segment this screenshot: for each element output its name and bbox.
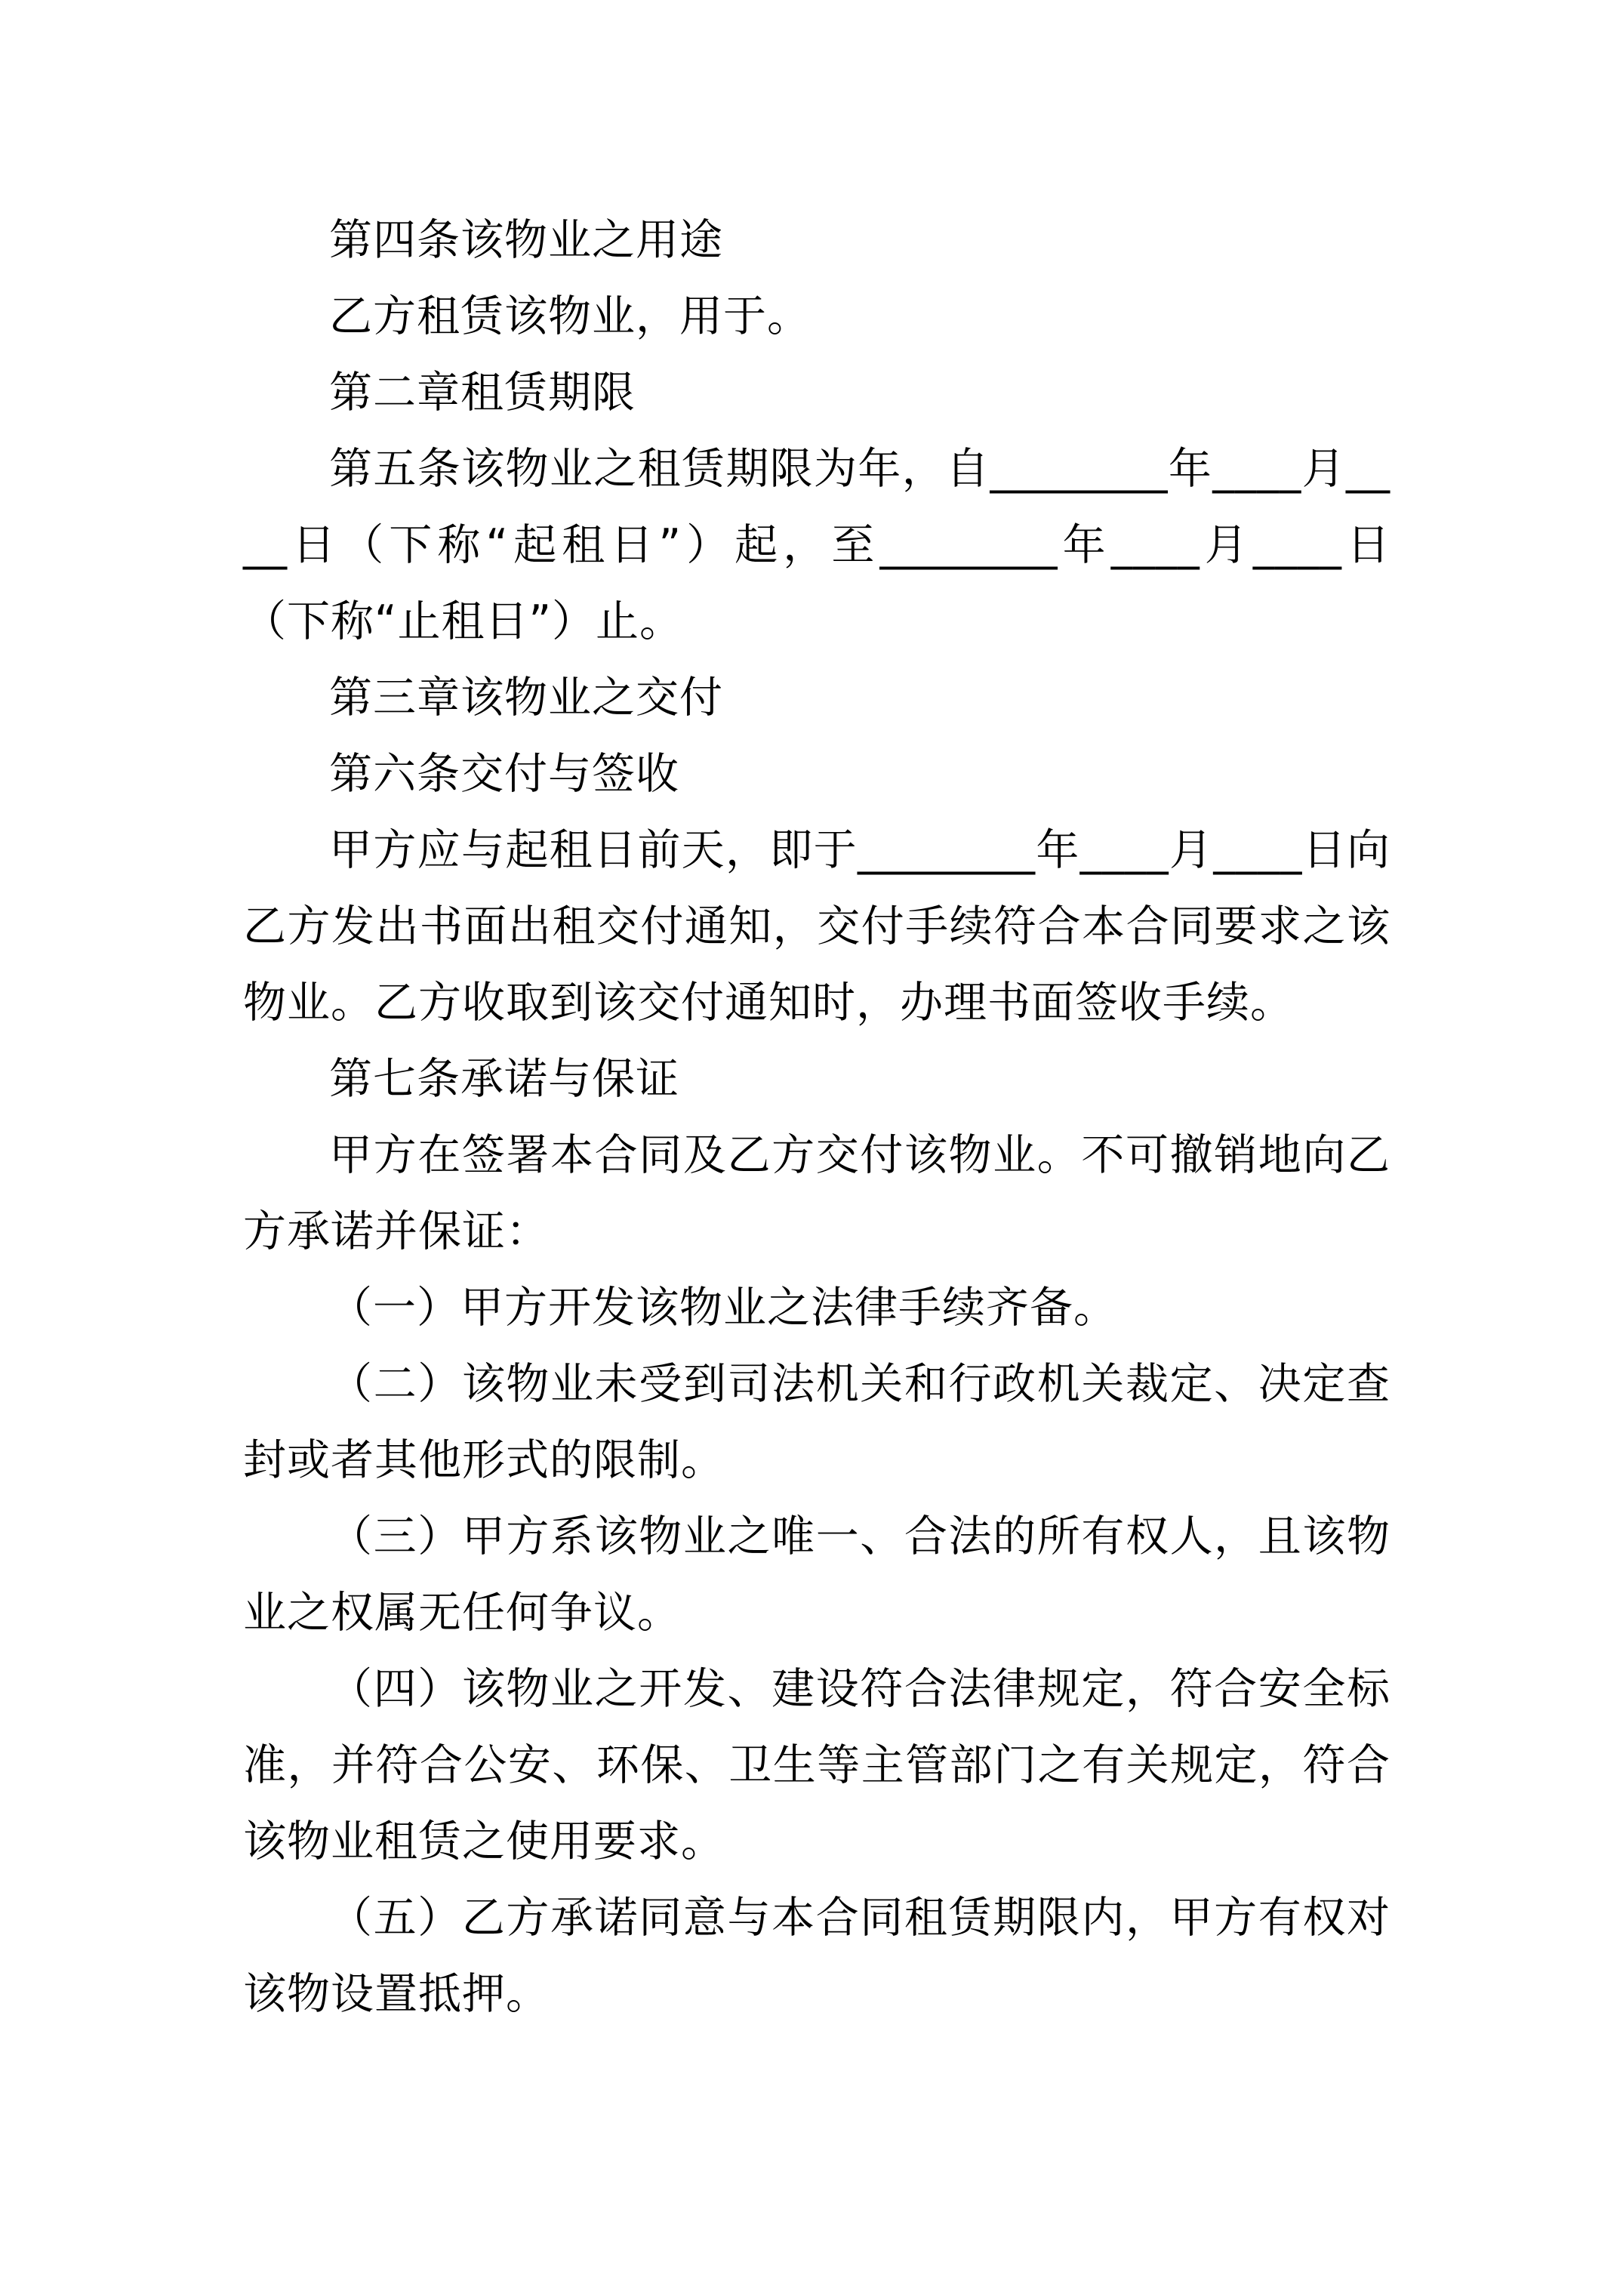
clause-6-heading: 第六条交付与签收 <box>329 749 679 799</box>
warranty-item-1: （一）甲方开发该物业之法律手续齐备。 <box>329 1283 1117 1333</box>
clause-4-body: 乙方租赁该物业，用于。 <box>329 291 811 341</box>
warranty-item-5: （五）乙方承诺同意与本合同租赁期限内，甲方有权对该物设置抵押。 <box>243 1893 1390 2019</box>
clause-4-heading: 第四条该物业之用途 <box>329 215 723 265</box>
chapter-3-heading: 第三章该物业之交付 <box>329 673 723 723</box>
clause-7-heading: 第七条承诺与保证 <box>329 1054 679 1104</box>
clause-5-body: 第五条该物业之租赁期限为年，自________年____月____日（下称“起租日”）起，至________年____月____日（下称“止租日”）止。 <box>243 444 1390 646</box>
clause-6-body: 甲方应与起租日前天，即于________年____月____日向乙方发出书面出租交付通知，交付手续符合本合同要求之该物业。乙方收取到该交付通知时，办理书面签收手续。 <box>243 825 1390 1028</box>
clause-7-intro: 甲方在签署本合同及乙方交付该物业。不可撤销地向乙方承诺并保证： <box>243 1130 1390 1256</box>
warranty-item-3: （三）甲方系该物业之唯一、合法的所有权人，且该物业之权属无任何争议。 <box>243 1512 1390 1638</box>
warranty-item-4: （四）该物业之开发、建设符合法律规定，符合安全标准，并符合公安、环保、卫生等主管部门之有关规定，符合该物业租赁之使用要求。 <box>243 1664 1390 1866</box>
chapter-2-heading: 第二章租赁期限 <box>329 368 636 418</box>
warranty-item-2: （二）该物业未受到司法机关和行政机关裁定、决定查封或者其他形式的限制。 <box>243 1359 1390 1485</box>
